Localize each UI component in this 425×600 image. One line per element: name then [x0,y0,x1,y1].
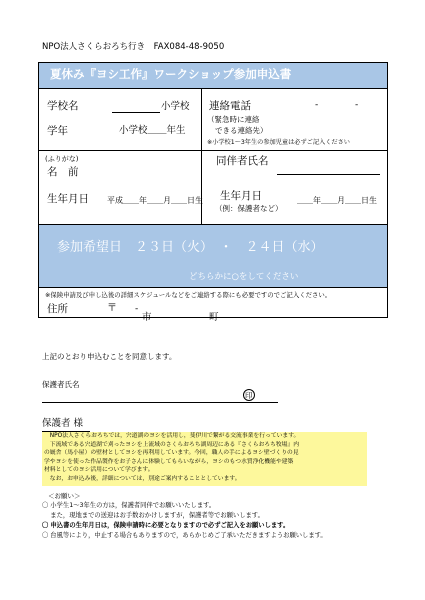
name-label: 名 前 [47,166,79,178]
furigana-label: (ふりがな) [45,155,79,163]
form-title-band [39,63,387,89]
companion-birth-label: 生年月日 [220,190,262,202]
companion-birth-field[interactable]: ＿＿年＿＿月＿＿日生 [297,196,377,205]
message-box [42,432,367,486]
school-name-line [112,112,160,113]
address-label: 住所 [47,303,68,315]
guardian-signature-line [42,402,278,403]
postal-dash: - [135,304,139,314]
school-label: 学校名 [47,100,79,112]
request-item: また，現地までの送迎はお手数おかけしますが，保護者等でお願いします。 [42,512,264,519]
message-line: NPO法人さくらおろちでは，宍道湖のヨシを活用し，斐伊川で繋がる交流事業を行っています。 [44,433,300,439]
contact-label: 連絡電話 [209,100,251,112]
grade-label: 学年 [47,125,68,137]
message-line: 材料としてのヨシ活用について学びます。 [44,467,154,473]
seal-mark [243,389,255,401]
message-line: 下流域である宍道湖で刈ったヨシを上流域のさくらおろち湖周辺にある『さくらおろち牧場』内 [44,441,300,448]
guardian-note: ※小学校1～3年生の参加児童は必ずご記入ください [207,139,350,146]
town-label: 町 [209,312,219,323]
request-item: 〇 小学生1～3年生の方は，保護者同伴でお願いいたします。 [42,502,216,509]
message-line: なお，お申込み後，詳細については，別途ご案内することとしています。 [44,475,241,482]
contact-note-1: （緊急時に連絡 [207,115,260,124]
message-heading: 保護者 様 [42,418,84,429]
application-form [38,62,388,323]
phone-dash-1: - [315,100,319,110]
message-line: の厩舎（馬小屋）の壁材としてヨシを再利用しています。今回，職人の手によるヨシ壁づくりの見 [44,450,299,456]
insurance-note: ※保険申請及び申し込後の詳細スケジュールなどをご連絡する際にも必要ですのでご記入ください。 [45,291,332,299]
guardian-name-label: 保護者氏名 [42,380,80,389]
dates-band [39,225,387,288]
birthdate-field[interactable]: 平成＿＿年＿＿月＿＿日生 [107,196,203,205]
companion-name-line [277,174,380,175]
consent-text: 上記のとおり申込むことを同意します。 [42,352,177,361]
companion-label: 同伴者氏名 [216,155,269,167]
companion-birth-note: （例：保護者など） [215,204,283,213]
request-item: 〇 台風等により，中止する場合もありますので，あらかじめご了承いただきますようお願いします。 [42,532,327,539]
city-label: 市 [142,312,152,323]
seal-label: 印 [245,390,253,400]
request-item-emphasis: 〇 申込書の生年月日は，保険申請時に必要となりますので必ずご記入をお願いします。 [42,522,290,529]
message-line: 学やヨシを使った作品製作をお子さんに体験してもらいながら，ヨシのもつ水質浄化機能や建築 [44,458,294,465]
form-title: 夏休み『ヨシ工作』ワークショップ参加申込書 [50,67,292,81]
contact-note-2: できる連絡先） [215,126,268,135]
school-suffix: 小学校 [161,101,190,112]
birthdate-label: 生年月日 [47,193,89,205]
row-divider-1 [39,150,387,151]
requests-heading: ＜お願い＞ [48,492,81,500]
fax-header: NPO法人さくらおろち行き FAX084-48-9050 [42,42,225,52]
phone-dash-2: - [355,100,359,110]
preferred-dates[interactable]: 参加希望日 ２３日（火） ・ ２４日（水） [57,240,324,255]
postal-mark: 〒 [107,303,117,314]
circle-instruction: どちらかに○をしてください [189,272,299,282]
grade-field[interactable]: 小学校＿＿年生 [119,125,186,136]
